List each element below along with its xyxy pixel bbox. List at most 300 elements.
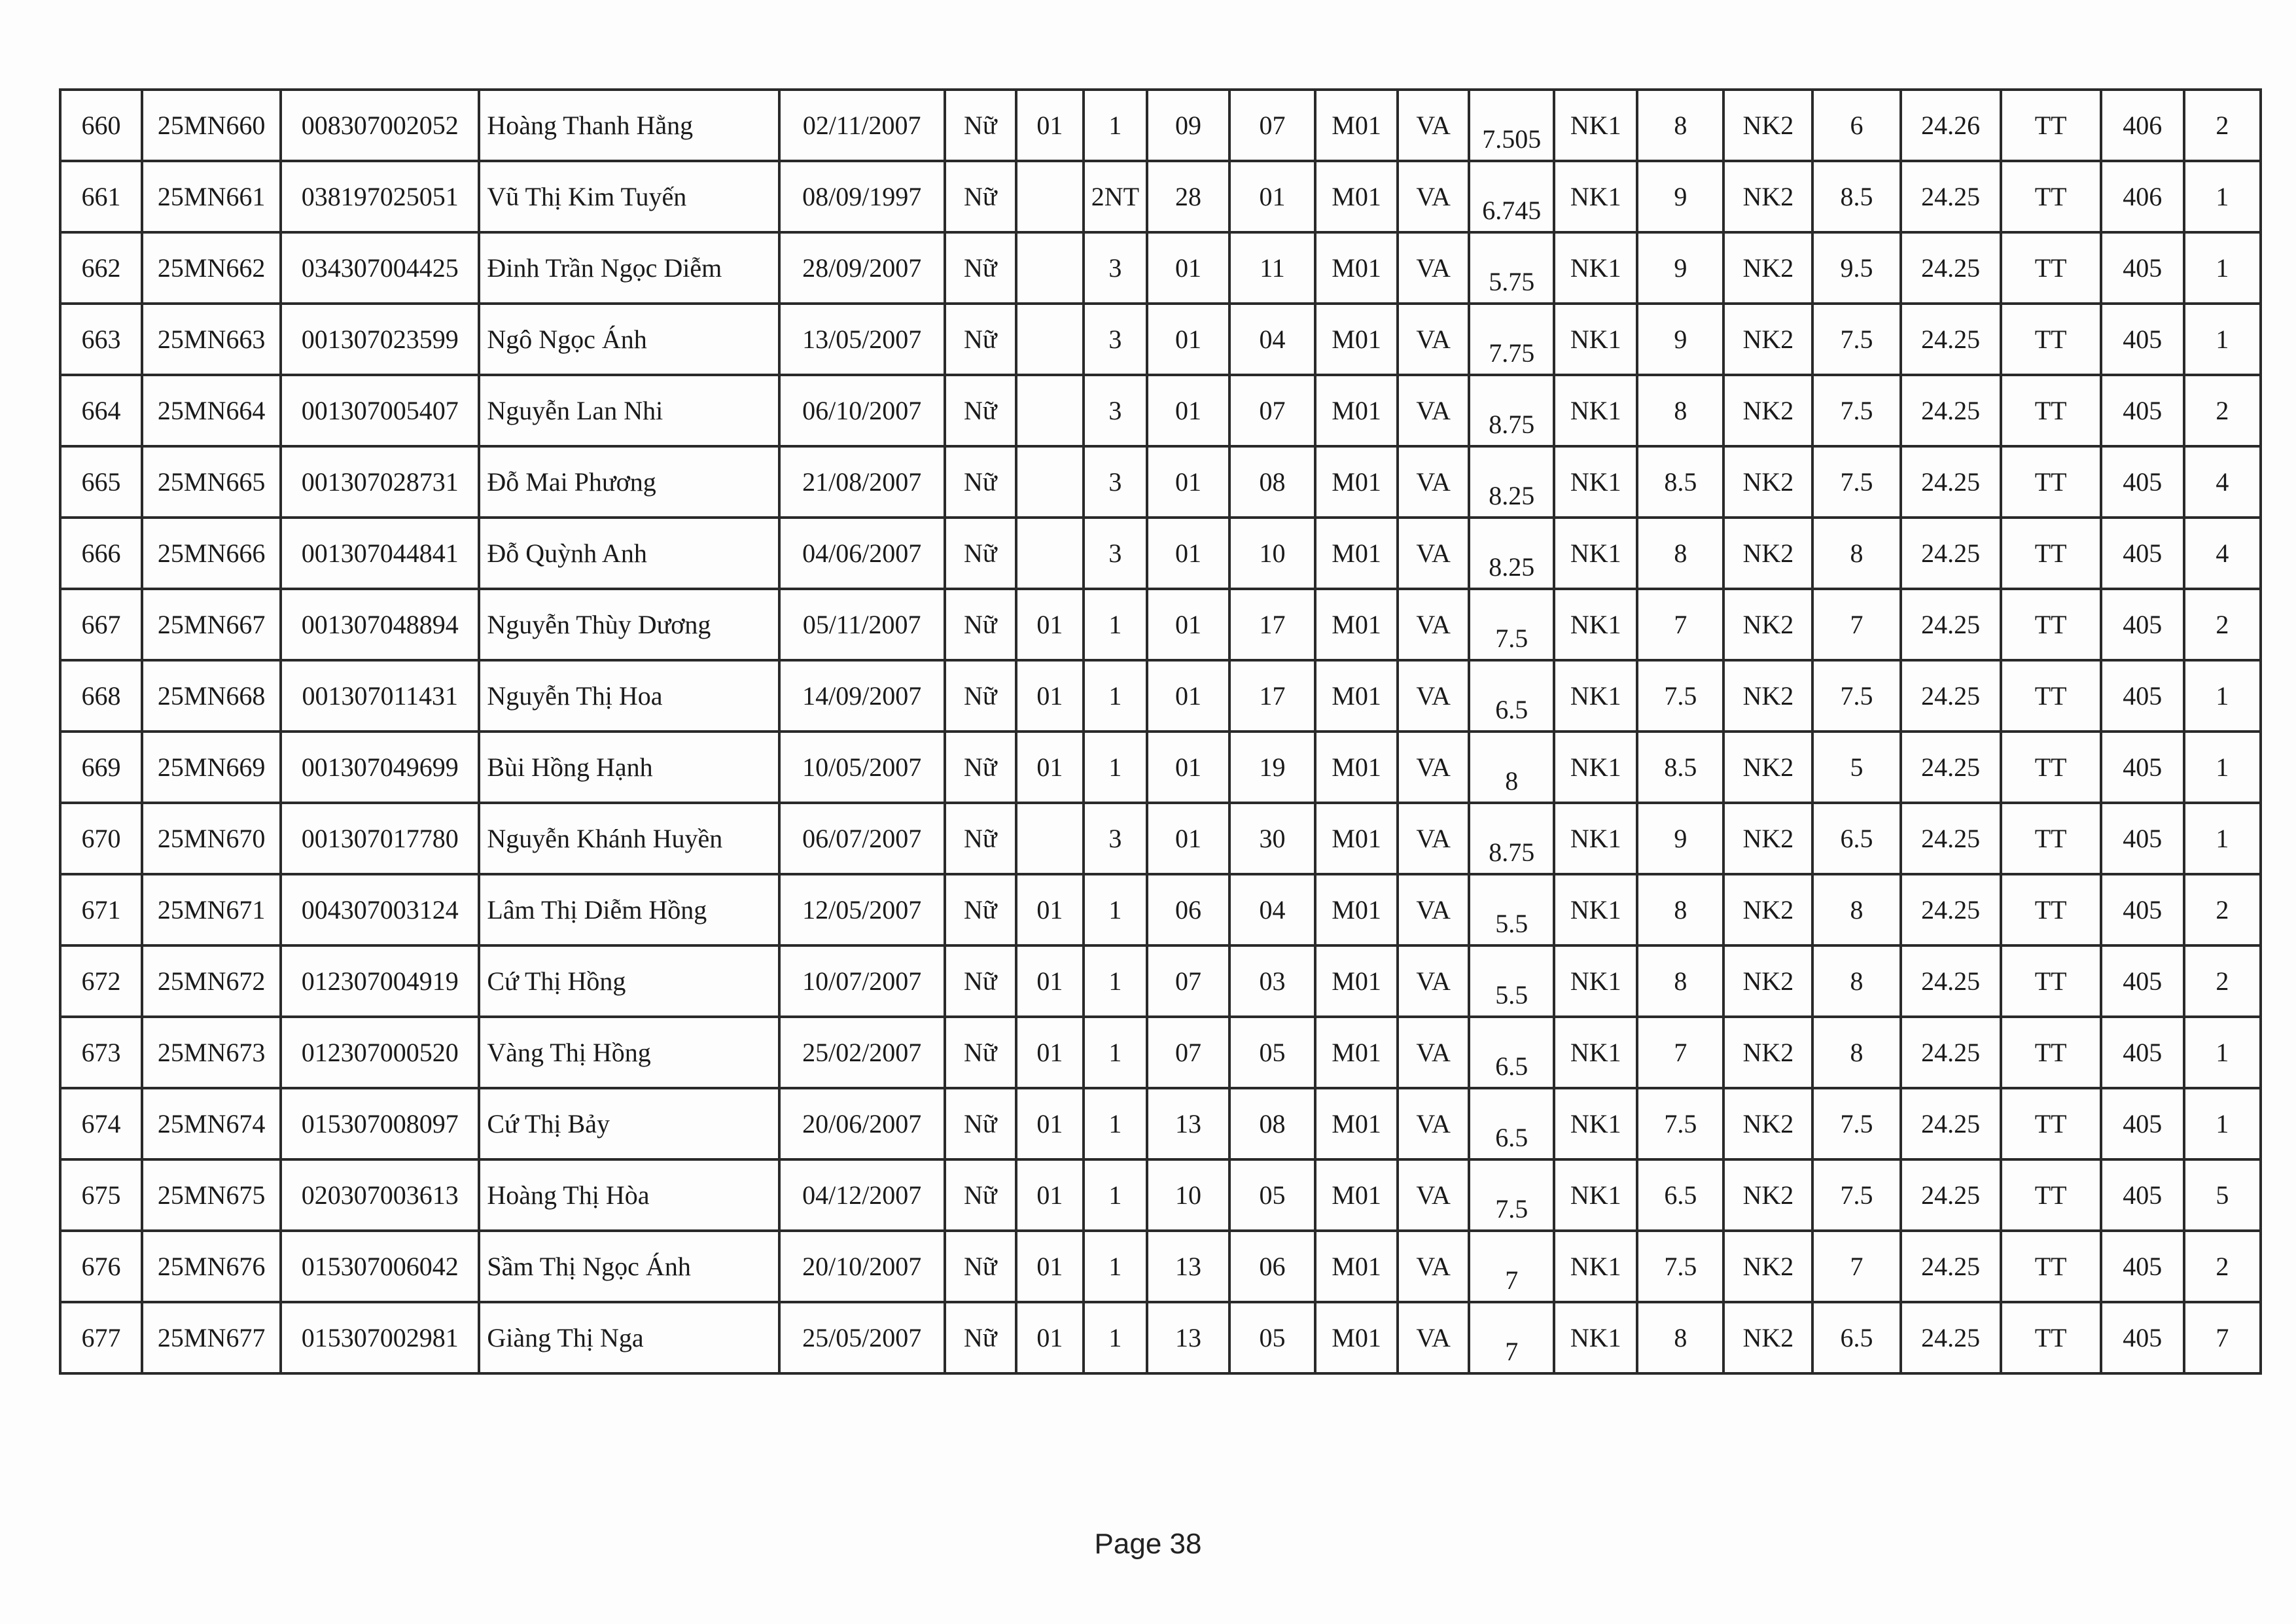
subject-combo-cell: M01: [1315, 1159, 1398, 1231]
subject-1-label-cell: VA: [1398, 1017, 1469, 1088]
subject-1-score-cell: 8.25: [1469, 518, 1554, 589]
total-score-cell: 24.25: [1901, 1302, 2001, 1373]
ranking-cell: 405: [2101, 1088, 2184, 1159]
registration-code-cell: 25MN666: [142, 518, 281, 589]
table-row: [60, 1159, 2261, 1231]
subject-3-label-cell: NK2: [1723, 1302, 1812, 1373]
area-cell: 3: [1084, 375, 1147, 446]
id-number-cell: 001307028731: [281, 446, 479, 518]
table-row: [60, 161, 2261, 232]
table-row: [60, 660, 2261, 732]
subject-2-label-cell: NK1: [1554, 232, 1637, 304]
area-cell: 1: [1084, 732, 1147, 803]
status-cell: TT: [2001, 232, 2101, 304]
subject-combo-cell: M01: [1315, 589, 1398, 660]
ranking-cell: 406: [2101, 90, 2184, 161]
subject-3-score-cell: 7: [1812, 1231, 1900, 1302]
priority-group-cell: 01: [1016, 1088, 1084, 1159]
school-code-cell: 11: [1229, 232, 1315, 304]
subject-2-score-cell: 8: [1637, 90, 1723, 161]
subject-2-score-cell: 9: [1637, 232, 1723, 304]
subject-1-label-cell: VA: [1398, 1302, 1469, 1373]
gender-cell: Nữ: [945, 803, 1016, 874]
subject-3-score-cell: 7.5: [1812, 660, 1900, 732]
table-row: [60, 446, 2261, 518]
subject-1-score-cell: 5.5: [1469, 874, 1554, 945]
gender-cell: Nữ: [945, 945, 1016, 1017]
ranking-cell: 405: [2101, 660, 2184, 732]
priority-group-cell: 01: [1016, 660, 1084, 732]
province-code-cell: 01: [1147, 375, 1229, 446]
total-score-cell: 24.25: [1901, 660, 2001, 732]
birth-date-cell: 12/05/2007: [779, 874, 945, 945]
area-cell: 3: [1084, 803, 1147, 874]
registration-code-cell: 25MN676: [142, 1231, 281, 1302]
wish-order-cell: 1: [2184, 1017, 2261, 1088]
subject-3-label-cell: NK2: [1723, 518, 1812, 589]
priority-group-cell: 01: [1016, 732, 1084, 803]
gender-cell: Nữ: [945, 589, 1016, 660]
area-cell: 3: [1084, 304, 1147, 375]
total-score-cell: 24.25: [1901, 375, 2001, 446]
status-cell: TT: [2001, 1088, 2101, 1159]
subject-2-label-cell: NK1: [1554, 732, 1637, 803]
full-name-cell: Hoàng Thanh Hằng: [479, 90, 779, 161]
registration-code-cell: 25MN672: [142, 945, 281, 1017]
id-number-cell: 012307004919: [281, 945, 479, 1017]
school-code-cell: 08: [1229, 1088, 1315, 1159]
priority-group-cell: 01: [1016, 1302, 1084, 1373]
full-name-cell: Giàng Thị Nga: [479, 1302, 779, 1373]
status-cell: TT: [2001, 90, 2101, 161]
birth-date-cell: 28/09/2007: [779, 232, 945, 304]
province-code-cell: 09: [1147, 90, 1229, 161]
province-code-cell: 13: [1147, 1231, 1229, 1302]
priority-group-cell: 01: [1016, 945, 1084, 1017]
birth-date-cell: 10/05/2007: [779, 732, 945, 803]
table-row: [60, 375, 2261, 446]
registration-code-cell: 25MN671: [142, 874, 281, 945]
wish-order-cell: 2: [2184, 874, 2261, 945]
ranking-cell: 405: [2101, 232, 2184, 304]
subject-1-label-cell: VA: [1398, 660, 1469, 732]
subject-combo-cell: M01: [1315, 518, 1398, 589]
total-score-cell: 24.25: [1901, 1231, 2001, 1302]
status-cell: TT: [2001, 1159, 2101, 1231]
id-number-cell: 004307003124: [281, 874, 479, 945]
registration-code-cell: 25MN662: [142, 232, 281, 304]
province-code-cell: 01: [1147, 803, 1229, 874]
ranking-cell: 405: [2101, 446, 2184, 518]
registration-code-cell: 25MN668: [142, 660, 281, 732]
birth-date-cell: 05/11/2007: [779, 589, 945, 660]
school-code-cell: 05: [1229, 1159, 1315, 1231]
priority-group-cell: 01: [1016, 1159, 1084, 1231]
birth-date-cell: 13/05/2007: [779, 304, 945, 375]
gender-cell: Nữ: [945, 1231, 1016, 1302]
subject-combo-cell: M01: [1315, 375, 1398, 446]
wish-order-cell: 1: [2184, 1088, 2261, 1159]
table-body: [60, 90, 2261, 1373]
registration-code-cell: 25MN664: [142, 375, 281, 446]
subject-1-score-cell: 6.5: [1469, 1017, 1554, 1088]
birth-date-cell: 06/10/2007: [779, 375, 945, 446]
total-score-cell: 24.25: [1901, 803, 2001, 874]
subject-combo-cell: M01: [1315, 1302, 1398, 1373]
wish-order-cell: 2: [2184, 589, 2261, 660]
gender-cell: Nữ: [945, 1017, 1016, 1088]
subject-1-score-cell: 5.5: [1469, 945, 1554, 1017]
total-score-cell: 24.25: [1901, 161, 2001, 232]
registration-code-cell: 25MN660: [142, 90, 281, 161]
status-cell: TT: [2001, 732, 2101, 803]
subject-2-score-cell: 9: [1637, 803, 1723, 874]
total-score-cell: 24.25: [1901, 1159, 2001, 1231]
status-cell: TT: [2001, 945, 2101, 1017]
stt-cell: 663: [60, 304, 142, 375]
province-code-cell: 28: [1147, 161, 1229, 232]
subject-3-label-cell: NK2: [1723, 732, 1812, 803]
school-code-cell: 05: [1229, 1017, 1315, 1088]
priority-group-cell: [1016, 375, 1084, 446]
subject-3-label-cell: NK2: [1723, 1088, 1812, 1159]
province-code-cell: 07: [1147, 945, 1229, 1017]
school-code-cell: 06: [1229, 1231, 1315, 1302]
subject-1-label-cell: VA: [1398, 589, 1469, 660]
wish-order-cell: 1: [2184, 660, 2261, 732]
school-code-cell: 30: [1229, 803, 1315, 874]
subject-1-score-cell: 8: [1469, 732, 1554, 803]
subject-1-score-cell: 8.25: [1469, 446, 1554, 518]
subject-2-label-cell: NK1: [1554, 945, 1637, 1017]
area-cell: 1: [1084, 945, 1147, 1017]
province-code-cell: 01: [1147, 732, 1229, 803]
ranking-cell: 405: [2101, 589, 2184, 660]
registration-code-cell: 25MN669: [142, 732, 281, 803]
stt-cell: 661: [60, 161, 142, 232]
area-cell: 1: [1084, 1302, 1147, 1373]
area-cell: 3: [1084, 446, 1147, 518]
subject-2-label-cell: NK1: [1554, 304, 1637, 375]
stt-cell: 668: [60, 660, 142, 732]
subject-combo-cell: M01: [1315, 732, 1398, 803]
area-cell: 1: [1084, 1088, 1147, 1159]
id-number-cell: 008307002052: [281, 90, 479, 161]
priority-group-cell: [1016, 803, 1084, 874]
subject-2-score-cell: 9: [1637, 161, 1723, 232]
subject-1-score-cell: 8.75: [1469, 803, 1554, 874]
subject-3-label-cell: NK2: [1723, 1017, 1812, 1088]
province-code-cell: 01: [1147, 446, 1229, 518]
subject-2-score-cell: 8: [1637, 1302, 1723, 1373]
birth-date-cell: 20/10/2007: [779, 1231, 945, 1302]
area-cell: 2NT: [1084, 161, 1147, 232]
subject-1-label-cell: VA: [1398, 518, 1469, 589]
subject-1-score-cell: 7.505: [1469, 90, 1554, 161]
subject-3-label-cell: NK2: [1723, 446, 1812, 518]
area-cell: 3: [1084, 518, 1147, 589]
subject-3-score-cell: 7.5: [1812, 1159, 1900, 1231]
subject-2-score-cell: 7.5: [1637, 1088, 1723, 1159]
priority-group-cell: 01: [1016, 90, 1084, 161]
subject-3-score-cell: 8: [1812, 945, 1900, 1017]
id-number-cell: 038197025051: [281, 161, 479, 232]
subject-3-label-cell: NK2: [1723, 304, 1812, 375]
page-number: Page 38: [1094, 1528, 1202, 1560]
subject-1-label-cell: VA: [1398, 1231, 1469, 1302]
gender-cell: Nữ: [945, 518, 1016, 589]
subject-2-score-cell: 7: [1637, 589, 1723, 660]
subject-1-score-cell: 7.5: [1469, 589, 1554, 660]
status-cell: TT: [2001, 803, 2101, 874]
ranking-cell: 405: [2101, 375, 2184, 446]
gender-cell: Nữ: [945, 660, 1016, 732]
subject-1-label-cell: VA: [1398, 304, 1469, 375]
stt-cell: 676: [60, 1231, 142, 1302]
full-name-cell: Nguyễn Thị Hoa: [479, 660, 779, 732]
birth-date-cell: 02/11/2007: [779, 90, 945, 161]
subject-2-score-cell: 7.5: [1637, 660, 1723, 732]
subject-3-score-cell: 7.5: [1812, 446, 1900, 518]
subject-combo-cell: M01: [1315, 1231, 1398, 1302]
table-row: [60, 1302, 2261, 1373]
subject-1-label-cell: VA: [1398, 945, 1469, 1017]
ranking-cell: 405: [2101, 803, 2184, 874]
ranking-cell: 405: [2101, 732, 2184, 803]
province-code-cell: 13: [1147, 1088, 1229, 1159]
gender-cell: Nữ: [945, 1159, 1016, 1231]
full-name-cell: Đinh Trần Ngọc Diễm: [479, 232, 779, 304]
subject-2-score-cell: 7.5: [1637, 1231, 1723, 1302]
subject-3-label-cell: NK2: [1723, 90, 1812, 161]
full-name-cell: Nguyễn Lan Nhi: [479, 375, 779, 446]
priority-group-cell: 01: [1016, 1231, 1084, 1302]
stt-cell: 670: [60, 803, 142, 874]
subject-3-score-cell: 8: [1812, 1017, 1900, 1088]
registration-code-cell: 25MN667: [142, 589, 281, 660]
subject-combo-cell: M01: [1315, 1017, 1398, 1088]
subject-2-label-cell: NK1: [1554, 161, 1637, 232]
subject-1-label-cell: VA: [1398, 1159, 1469, 1231]
subject-3-score-cell: 7.5: [1812, 1088, 1900, 1159]
birth-date-cell: 08/09/1997: [779, 161, 945, 232]
school-code-cell: 07: [1229, 375, 1315, 446]
ranking-cell: 405: [2101, 945, 2184, 1017]
full-name-cell: Đỗ Mai Phương: [479, 446, 779, 518]
subject-3-label-cell: NK2: [1723, 874, 1812, 945]
ranking-cell: 405: [2101, 518, 2184, 589]
wish-order-cell: 4: [2184, 446, 2261, 518]
total-score-cell: 24.25: [1901, 945, 2001, 1017]
subject-3-score-cell: 9.5: [1812, 232, 1900, 304]
subject-1-label-cell: VA: [1398, 1088, 1469, 1159]
id-number-cell: 001307017780: [281, 803, 479, 874]
subject-combo-cell: M01: [1315, 874, 1398, 945]
gender-cell: Nữ: [945, 232, 1016, 304]
status-cell: TT: [2001, 375, 2101, 446]
gender-cell: Nữ: [945, 304, 1016, 375]
priority-group-cell: [1016, 161, 1084, 232]
subject-2-label-cell: NK1: [1554, 90, 1637, 161]
status-cell: TT: [2001, 1302, 2101, 1373]
school-code-cell: 19: [1229, 732, 1315, 803]
stt-cell: 673: [60, 1017, 142, 1088]
full-name-cell: Hoàng Thị Hòa: [479, 1159, 779, 1231]
subject-1-score-cell: 6.5: [1469, 660, 1554, 732]
area-cell: 3: [1084, 232, 1147, 304]
total-score-cell: 24.26: [1901, 90, 2001, 161]
subject-2-label-cell: NK1: [1554, 660, 1637, 732]
total-score-cell: 24.25: [1901, 874, 2001, 945]
subject-2-score-cell: 9: [1637, 304, 1723, 375]
subject-1-score-cell: 7: [1469, 1231, 1554, 1302]
stt-cell: 674: [60, 1088, 142, 1159]
subject-1-score-cell: 5.75: [1469, 232, 1554, 304]
school-code-cell: 04: [1229, 304, 1315, 375]
school-code-cell: 03: [1229, 945, 1315, 1017]
full-name-cell: Lâm Thị Diễm Hồng: [479, 874, 779, 945]
id-number-cell: 001307011431: [281, 660, 479, 732]
status-cell: TT: [2001, 874, 2101, 945]
subject-3-score-cell: 5: [1812, 732, 1900, 803]
stt-cell: 669: [60, 732, 142, 803]
gender-cell: Nữ: [945, 446, 1016, 518]
id-number-cell: 001307049699: [281, 732, 479, 803]
ranking-cell: 406: [2101, 161, 2184, 232]
id-number-cell: 001307005407: [281, 375, 479, 446]
wish-order-cell: 1: [2184, 803, 2261, 874]
total-score-cell: 24.25: [1901, 518, 2001, 589]
gender-cell: Nữ: [945, 1302, 1016, 1373]
subject-1-score-cell: 8.75: [1469, 375, 1554, 446]
id-number-cell: 015307002981: [281, 1302, 479, 1373]
school-code-cell: 05: [1229, 1302, 1315, 1373]
wish-order-cell: 1: [2184, 732, 2261, 803]
table-row: [60, 589, 2261, 660]
subject-3-label-cell: NK2: [1723, 375, 1812, 446]
full-name-cell: Ngô Ngọc Ánh: [479, 304, 779, 375]
subject-1-score-cell: 7.75: [1469, 304, 1554, 375]
table-row: [60, 90, 2261, 161]
subject-2-label-cell: NK1: [1554, 1159, 1637, 1231]
ranking-cell: 405: [2101, 1017, 2184, 1088]
wish-order-cell: 2: [2184, 90, 2261, 161]
wish-order-cell: 5: [2184, 1159, 2261, 1231]
subject-combo-cell: M01: [1315, 660, 1398, 732]
priority-group-cell: [1016, 232, 1084, 304]
birth-date-cell: 04/06/2007: [779, 518, 945, 589]
birth-date-cell: 20/06/2007: [779, 1088, 945, 1159]
subject-2-label-cell: NK1: [1554, 589, 1637, 660]
table-row: [60, 1088, 2261, 1159]
total-score-cell: 24.25: [1901, 732, 2001, 803]
school-code-cell: 01: [1229, 161, 1315, 232]
subject-1-score-cell: 6.745: [1469, 161, 1554, 232]
subject-2-score-cell: 7: [1637, 1017, 1723, 1088]
table-row: [60, 1231, 2261, 1302]
gender-cell: Nữ: [945, 874, 1016, 945]
registration-code-cell: 25MN677: [142, 1302, 281, 1373]
area-cell: 1: [1084, 1159, 1147, 1231]
wish-order-cell: 4: [2184, 518, 2261, 589]
wish-order-cell: 1: [2184, 232, 2261, 304]
id-number-cell: 020307003613: [281, 1159, 479, 1231]
subject-1-label-cell: VA: [1398, 732, 1469, 803]
id-number-cell: 001307048894: [281, 589, 479, 660]
birth-date-cell: 25/02/2007: [779, 1017, 945, 1088]
priority-group-cell: 01: [1016, 874, 1084, 945]
subject-1-label-cell: VA: [1398, 803, 1469, 874]
province-code-cell: 10: [1147, 1159, 1229, 1231]
full-name-cell: Sầm Thị Ngọc Ánh: [479, 1231, 779, 1302]
ranking-cell: 405: [2101, 304, 2184, 375]
subject-1-label-cell: VA: [1398, 90, 1469, 161]
registration-code-cell: 25MN673: [142, 1017, 281, 1088]
status-cell: TT: [2001, 518, 2101, 589]
province-code-cell: 01: [1147, 518, 1229, 589]
province-code-cell: 01: [1147, 589, 1229, 660]
subject-2-label-cell: NK1: [1554, 375, 1637, 446]
wish-order-cell: 2: [2184, 1231, 2261, 1302]
subject-2-label-cell: NK1: [1554, 874, 1637, 945]
subject-3-label-cell: NK2: [1723, 803, 1812, 874]
subject-3-score-cell: 8: [1812, 874, 1900, 945]
stt-cell: 671: [60, 874, 142, 945]
subject-1-label-cell: VA: [1398, 232, 1469, 304]
subject-1-score-cell: 6.5: [1469, 1088, 1554, 1159]
gender-cell: Nữ: [945, 732, 1016, 803]
area-cell: 1: [1084, 874, 1147, 945]
subject-1-label-cell: VA: [1398, 874, 1469, 945]
full-name-cell: Cứ Thị Hồng: [479, 945, 779, 1017]
subject-2-score-cell: 6.5: [1637, 1159, 1723, 1231]
subject-3-score-cell: 7: [1812, 589, 1900, 660]
priority-group-cell: [1016, 304, 1084, 375]
province-code-cell: 01: [1147, 304, 1229, 375]
full-name-cell: Đỗ Quỳnh Anh: [479, 518, 779, 589]
priority-group-cell: 01: [1016, 589, 1084, 660]
total-score-cell: 24.25: [1901, 232, 2001, 304]
subject-1-label-cell: VA: [1398, 161, 1469, 232]
birth-date-cell: 06/07/2007: [779, 803, 945, 874]
stt-cell: 677: [60, 1302, 142, 1373]
subject-3-score-cell: 7.5: [1812, 375, 1900, 446]
school-code-cell: 04: [1229, 874, 1315, 945]
id-number-cell: 034307004425: [281, 232, 479, 304]
school-code-cell: 07: [1229, 90, 1315, 161]
subject-2-label-cell: NK1: [1554, 446, 1637, 518]
wish-order-cell: 2: [2184, 375, 2261, 446]
full-name-cell: Cứ Thị Bảy: [479, 1088, 779, 1159]
table-row: [60, 304, 2261, 375]
status-cell: TT: [2001, 660, 2101, 732]
priority-group-cell: 01: [1016, 1017, 1084, 1088]
status-cell: TT: [2001, 304, 2101, 375]
table-row: [60, 803, 2261, 874]
stt-cell: 662: [60, 232, 142, 304]
table-row: [60, 232, 2261, 304]
status-cell: TT: [2001, 1231, 2101, 1302]
wish-order-cell: 2: [2184, 945, 2261, 1017]
gender-cell: Nữ: [945, 90, 1016, 161]
subject-combo-cell: M01: [1315, 90, 1398, 161]
subject-3-score-cell: 6: [1812, 90, 1900, 161]
priority-group-cell: [1016, 446, 1084, 518]
subject-combo-cell: M01: [1315, 1088, 1398, 1159]
full-name-cell: Nguyễn Thùy Dương: [479, 589, 779, 660]
status-cell: TT: [2001, 1017, 2101, 1088]
province-code-cell: 07: [1147, 1017, 1229, 1088]
